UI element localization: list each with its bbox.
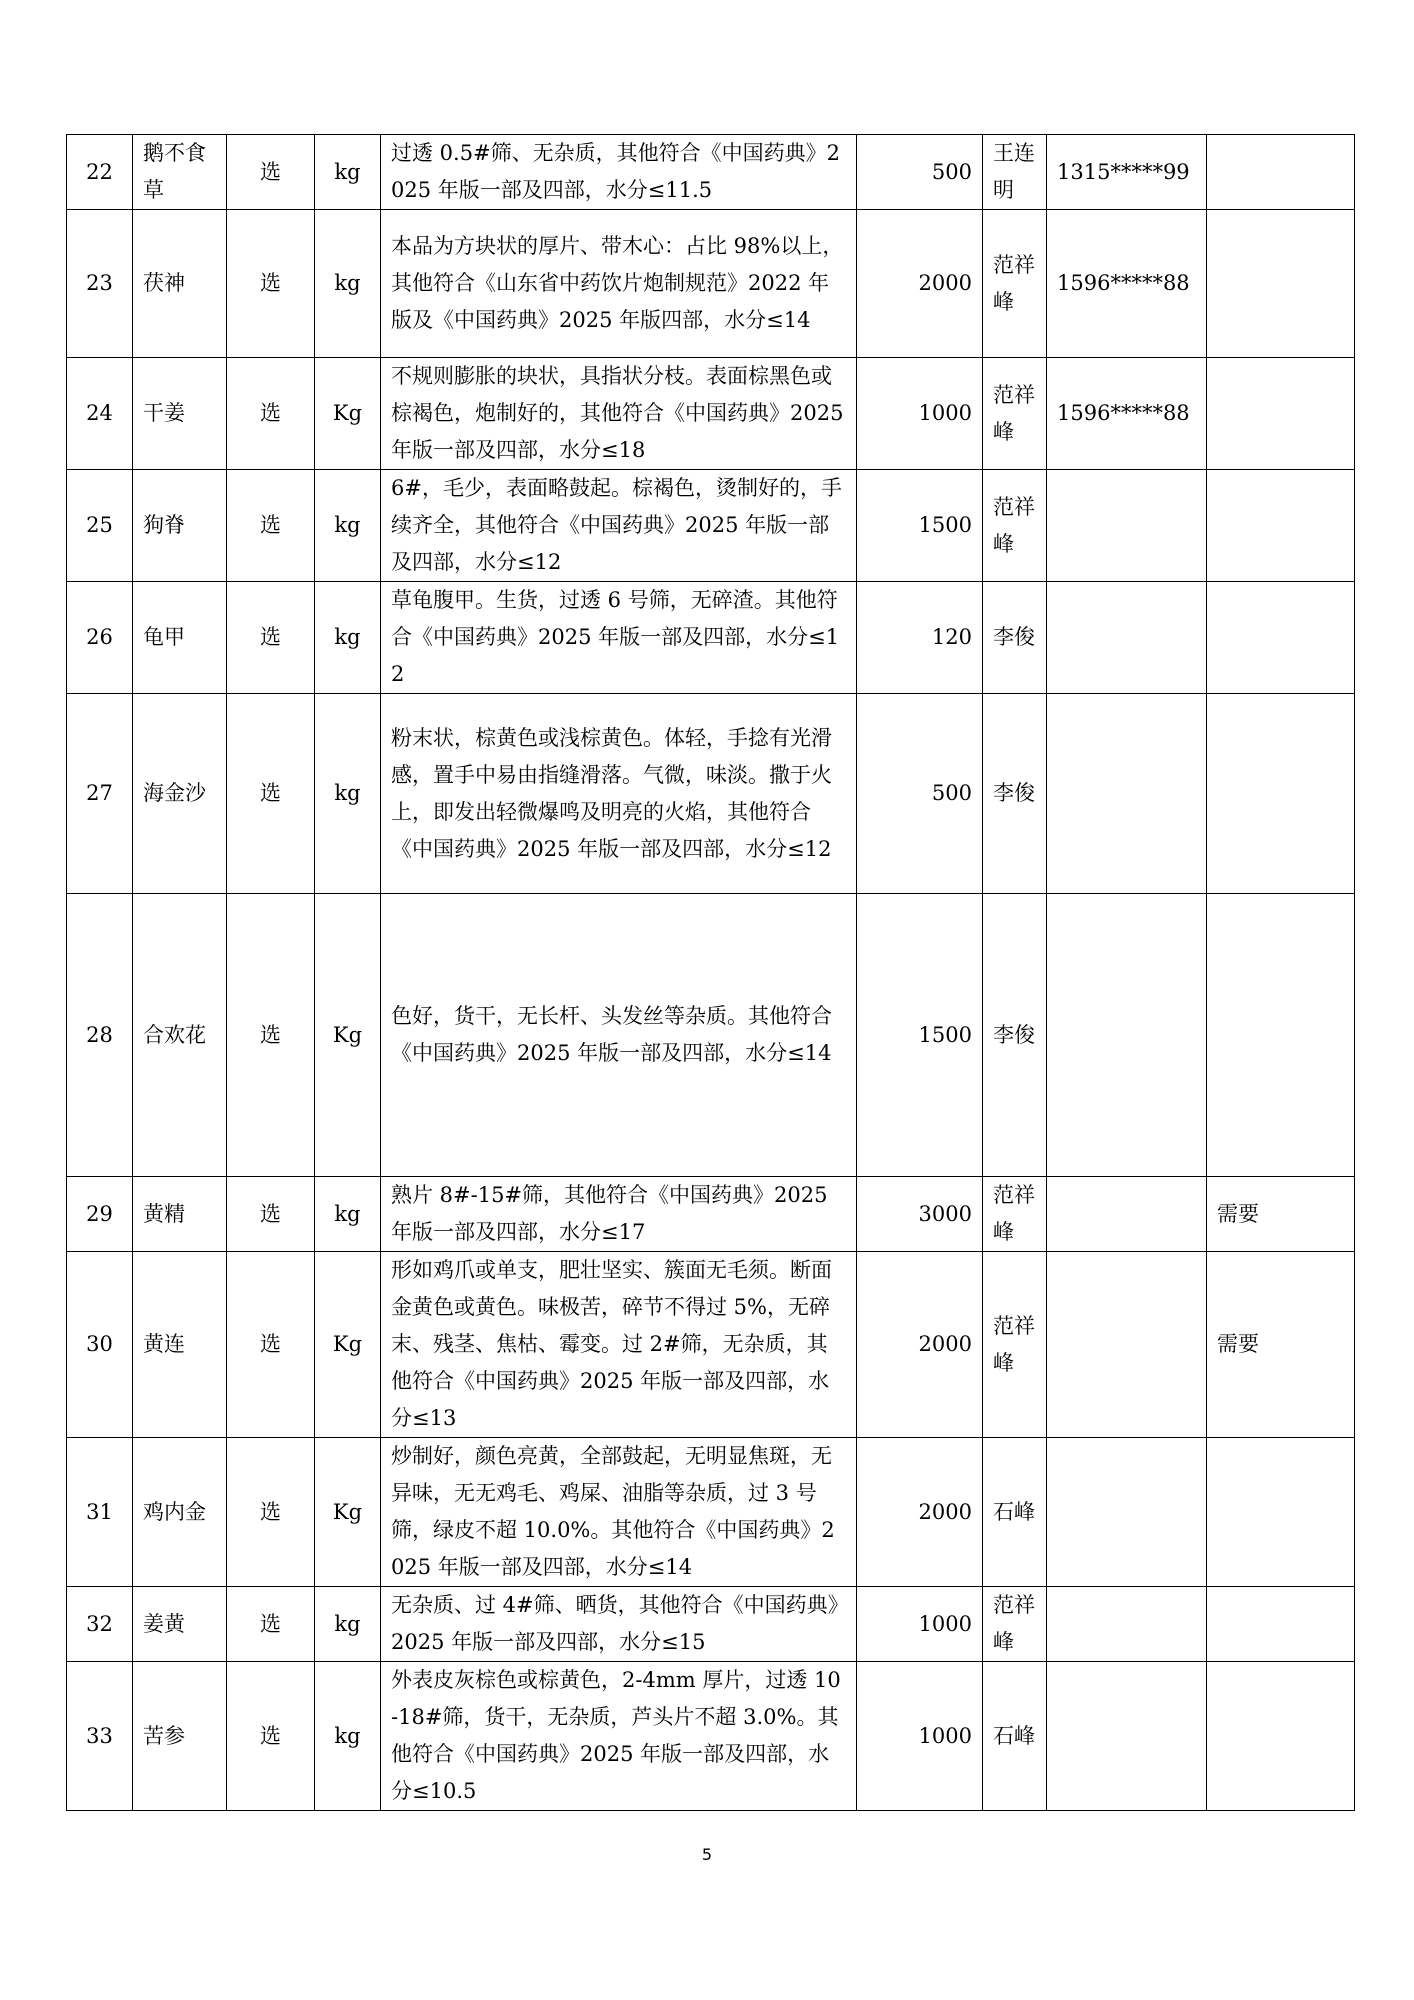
unit-text: kg: [334, 1723, 361, 1748]
select-mark-cell: [227, 1438, 315, 1587]
quantity-cell: [857, 1587, 983, 1662]
select-mark-text: 选: [260, 1022, 281, 1047]
contact-text: 范祥峰: [993, 494, 1035, 556]
phone-cell: [1047, 1252, 1207, 1438]
unit-cell: [315, 1662, 381, 1811]
select-mark-cell: [227, 1252, 315, 1438]
row-number-cell: [67, 470, 133, 582]
phone-cell: [1047, 1587, 1207, 1662]
select-mark-cell: [227, 894, 315, 1177]
page-number: 5: [701, 1845, 713, 1864]
note-cell: [1207, 694, 1355, 894]
row-number-text: 31: [86, 1499, 113, 1524]
unit-cell: [315, 694, 381, 894]
unit-cell: [315, 358, 381, 470]
table-row: [67, 358, 1355, 470]
herb-name-cell: [133, 1177, 227, 1252]
note-cell: [1207, 1252, 1355, 1438]
quantity-cell: [857, 582, 983, 694]
contact-text: 范祥峰: [993, 1183, 1035, 1244]
phone-cell: [1047, 582, 1207, 694]
unit-cell: [315, 470, 381, 582]
quantity-text: 1500: [918, 1022, 972, 1047]
spec-text: 熟片 8#-15#筛，其他符合《中国药典》2025 年版一部及四部，水分≤17: [391, 1183, 828, 1244]
note-cell: [1207, 1438, 1355, 1587]
select-mark-text: 选: [260, 513, 281, 537]
contact-text: 范祥峰: [993, 382, 1035, 444]
select-mark-text: 选: [260, 159, 281, 184]
spec-cell: [381, 210, 857, 358]
row-number-text: 33: [86, 1723, 113, 1748]
herb-name-text: 合欢花: [143, 1022, 206, 1047]
quantity-text: 1000: [918, 401, 972, 425]
select-mark-text: 选: [260, 781, 281, 805]
row-number-text: 25: [86, 513, 113, 537]
phone-cell: [1047, 1438, 1207, 1587]
contact-cell: [983, 135, 1047, 210]
table-body: [67, 135, 1355, 1811]
contact-text: 石峰: [993, 1723, 1035, 1748]
spec-cell: [381, 1177, 857, 1252]
unit-text: Kg: [332, 401, 363, 425]
herb-name-text: 鸡内金: [143, 1499, 206, 1524]
phone-cell: [1047, 210, 1207, 358]
table-row: [67, 1177, 1355, 1252]
select-mark-text: 选: [260, 1499, 281, 1524]
phone-text: 1315*****99: [1057, 159, 1190, 184]
note-cell: [1207, 1587, 1355, 1662]
quantity-cell: [857, 358, 983, 470]
spec-text: 炒制好，颜色亮黄，全部鼓起，无明显焦斑，无异味，无无鸡毛、鸡屎、油脂等杂质，过 3 号筛，绿皮不超 10.0%。其他符合《中国药典》2025 年版一部及四部，水分≤14: [391, 1444, 835, 1579]
table-row: [67, 1438, 1355, 1587]
unit-text: kg: [334, 781, 361, 805]
select-mark-text: 选: [260, 1332, 281, 1356]
contact-cell: [983, 1252, 1047, 1438]
herb-name-text: 狗脊: [143, 513, 185, 537]
spec-cell: [381, 1438, 857, 1587]
unit-text: Kg: [332, 1499, 363, 1524]
quantity-cell: [857, 1662, 983, 1811]
spec-cell: [381, 358, 857, 470]
quantity-cell: [857, 1252, 983, 1438]
row-number-cell: [67, 1662, 133, 1811]
select-mark-cell: [227, 358, 315, 470]
select-mark-cell: [227, 210, 315, 358]
contact-cell: [983, 894, 1047, 1177]
quantity-text: 3000: [918, 1201, 972, 1226]
select-mark-cell: [227, 135, 315, 210]
spec-text: 粉末状，棕黄色或浅棕黄色。体轻，手捻有光滑感，置手中易由指缝滑落。气微，味淡。撒于火上，即发出轻微爆鸣及明亮的火焰，其他符合《中国药典》2025 年版一部及四部，水分≤12: [391, 725, 832, 861]
row-number-cell: [67, 694, 133, 894]
note-cell: [1207, 470, 1355, 582]
quantity-text: 500: [931, 159, 972, 184]
note-cell: [1207, 1662, 1355, 1811]
row-number-text: 29: [86, 1201, 113, 1226]
row-number-cell: [67, 1587, 133, 1662]
procurement-table: [66, 134, 1355, 1811]
row-number-text: 32: [86, 1611, 113, 1636]
spec-text: 无杂质、过 4#筛、晒货，其他符合《中国药典》2025 年版一部及四部，水分≤15: [391, 1593, 839, 1654]
unit-text: kg: [334, 159, 361, 184]
phone-cell: [1047, 470, 1207, 582]
spec-cell: [381, 470, 857, 582]
row-number-cell: [67, 358, 133, 470]
herb-name-text: 苦参: [143, 1723, 185, 1748]
note-cell: [1207, 582, 1355, 694]
herb-name-cell: [133, 1662, 227, 1811]
phone-cell: [1047, 1177, 1207, 1252]
contact-cell: [983, 358, 1047, 470]
quantity-cell: [857, 135, 983, 210]
quantity-text: 1000: [918, 1723, 972, 1748]
unit-cell: [315, 582, 381, 694]
row-number-text: 30: [86, 1332, 113, 1356]
quantity-text: 1000: [918, 1611, 972, 1636]
unit-text: kg: [334, 513, 361, 537]
quantity-cell: [857, 894, 983, 1177]
phone-cell: [1047, 135, 1207, 210]
phone-cell: [1047, 358, 1207, 470]
quantity-text: 2000: [918, 1332, 972, 1356]
quantity-cell: [857, 470, 983, 582]
select-mark-text: 选: [260, 1723, 281, 1748]
contact-cell: [983, 582, 1047, 694]
row-number-text: 28: [86, 1022, 113, 1047]
spec-cell: [381, 135, 857, 210]
phone-cell: [1047, 1662, 1207, 1811]
spec-text: 过透 0.5#筛、无杂质，其他符合《中国药典》2025 年版一部及四部，水分≤11.5: [391, 141, 841, 202]
row-number-cell: [67, 135, 133, 210]
contact-cell: [983, 1662, 1047, 1811]
spec-cell: [381, 1252, 857, 1438]
spec-text: 草龟腹甲。生货，过透 6 号筛，无碎渣。其他符合《中国药典》2025 年版一部及四部，水分≤12: [391, 588, 840, 686]
contact-text: 李俊: [993, 625, 1035, 649]
contact-text: 范祥峰: [993, 1593, 1035, 1654]
note-text: 需要: [1217, 1201, 1259, 1226]
quantity-cell: [857, 1438, 983, 1587]
spec-cell: [381, 1662, 857, 1811]
table-row: [67, 1662, 1355, 1811]
contact-cell: [983, 1177, 1047, 1252]
row-number-text: 27: [86, 781, 113, 805]
row-number-text: 26: [86, 625, 113, 649]
quantity-cell: [857, 694, 983, 894]
contact-cell: [983, 210, 1047, 358]
herb-name-text: 茯神: [143, 271, 185, 295]
spec-cell: [381, 1587, 857, 1662]
select-mark-text: 选: [260, 1201, 281, 1226]
table-row: [67, 894, 1355, 1177]
unit-text: kg: [334, 625, 361, 649]
herb-name-text: 龟甲: [143, 625, 185, 649]
table-row: [67, 1252, 1355, 1438]
contact-text: 李俊: [993, 1022, 1035, 1047]
select-mark-cell: [227, 1587, 315, 1662]
herb-name-text: 黄精: [143, 1201, 185, 1226]
quantity-text: 120: [931, 625, 972, 649]
row-number-cell: [67, 1438, 133, 1587]
unit-cell: [315, 1177, 381, 1252]
row-number-text: 24: [86, 401, 113, 425]
row-number-cell: [67, 1177, 133, 1252]
select-mark-text: 选: [260, 625, 281, 649]
select-mark-cell: [227, 582, 315, 694]
quantity-cell: [857, 210, 983, 358]
unit-cell: [315, 894, 381, 1177]
select-mark-cell: [227, 694, 315, 894]
spec-text: 外表皮灰棕色或棕黄色，2-4mm 厚片，过透 10-18#筛，货干，无杂质，芦头片不超 3.0%。其他符合《中国药典》2025 年版一部及四部，水分≤10.5: [391, 1668, 841, 1803]
contact-text: 王连明: [993, 141, 1035, 202]
select-mark-cell: [227, 1662, 315, 1811]
row-number-cell: [67, 894, 133, 1177]
contact-cell: [983, 470, 1047, 582]
herb-name-cell: [133, 694, 227, 894]
table-row: [67, 582, 1355, 694]
phone-text: 1596*****88: [1057, 401, 1190, 425]
herb-name-cell: [133, 1438, 227, 1587]
table-row: [67, 1587, 1355, 1662]
phone-text: 1596*****88: [1057, 271, 1190, 295]
note-text: 需要: [1217, 1332, 1259, 1356]
herb-name-text: 海金沙: [143, 781, 206, 805]
herb-name-text: 姜黄: [143, 1611, 185, 1636]
herb-name-cell: [133, 1587, 227, 1662]
contact-text: 石峰: [993, 1499, 1035, 1524]
table-row: [67, 470, 1355, 582]
unit-text: kg: [334, 271, 361, 295]
herb-name-cell: [133, 470, 227, 582]
row-number-cell: [67, 582, 133, 694]
note-cell: [1207, 358, 1355, 470]
select-mark-text: 选: [260, 401, 281, 425]
spec-cell: [381, 894, 857, 1177]
herb-name-cell: [133, 894, 227, 1177]
unit-text: Kg: [332, 1022, 363, 1047]
contact-cell: [983, 694, 1047, 894]
table-row: [67, 694, 1355, 894]
spec-text: 本品为方块状的厚片、带木心：占比 98%以上，其他符合《山东省中药饮片炮制规范》2022 年版及《中国药典》2025 年版四部，水分≤14: [391, 234, 844, 332]
select-mark-text: 选: [260, 1611, 281, 1636]
contact-cell: [983, 1438, 1047, 1587]
table-row: [67, 210, 1355, 358]
quantity-text: 500: [931, 781, 972, 805]
contact-text: 李俊: [993, 781, 1035, 805]
herb-name-text: 黄连: [143, 1332, 185, 1356]
row-number-cell: [67, 210, 133, 358]
phone-cell: [1047, 894, 1207, 1177]
unit-cell: [315, 1587, 381, 1662]
contact-text: 范祥峰: [993, 1313, 1035, 1375]
unit-text: kg: [334, 1611, 361, 1636]
note-cell: [1207, 135, 1355, 210]
herb-name-text: 干姜: [143, 401, 185, 425]
spec-cell: [381, 694, 857, 894]
contact-cell: [983, 1587, 1047, 1662]
unit-cell: [315, 1438, 381, 1587]
note-cell: [1207, 894, 1355, 1177]
row-number-text: 23: [86, 271, 113, 295]
select-mark-text: 选: [260, 271, 281, 295]
herb-name-cell: [133, 210, 227, 358]
row-number-cell: [67, 1252, 133, 1438]
herb-name-cell: [133, 1252, 227, 1438]
quantity-text: 2000: [918, 271, 972, 295]
unit-text: kg: [334, 1201, 361, 1226]
unit-cell: [315, 135, 381, 210]
spec-text: 不规则膨胀的块状，具指状分枝。表面棕黑色或棕褐色，炮制好的，其他符合《中国药典》2025 年版一部及四部，水分≤18: [391, 364, 844, 462]
herb-name-text: 鹅不食草: [143, 141, 206, 202]
quantity-cell: [857, 1177, 983, 1252]
herb-name-cell: [133, 582, 227, 694]
contact-text: 范祥峰: [993, 252, 1035, 314]
spec-text: 形如鸡爪或单支，肥壮坚实、簇面无毛须。断面金黄色或黄色。味极苦，碎节不得过 5%，无碎末、残茎、焦枯、霉变。过 2#筛，无杂质，其他符合《中国药典》2025 年版一部及四部，水分≤13: [391, 1258, 832, 1430]
unit-cell: [315, 210, 381, 358]
spec-text: 6#，毛少，表面略鼓起。棕褐色，烫制好的，手续齐全，其他符合《中国药典》2025 年版一部及四部，水分≤12: [391, 476, 842, 574]
note-cell: [1207, 210, 1355, 358]
unit-text: Kg: [332, 1332, 363, 1356]
herb-name-cell: [133, 135, 227, 210]
quantity-text: 1500: [918, 513, 972, 537]
phone-cell: [1047, 694, 1207, 894]
select-mark-cell: [227, 470, 315, 582]
table-row: [67, 135, 1355, 210]
spec-cell: [381, 582, 857, 694]
select-mark-cell: [227, 1177, 315, 1252]
note-cell: [1207, 1177, 1355, 1252]
herb-name-cell: [133, 358, 227, 470]
unit-cell: [315, 1252, 381, 1438]
row-number-text: 22: [86, 159, 113, 184]
quantity-text: 2000: [918, 1499, 972, 1524]
spec-text: 色好，货干，无长杆、头发丝等杂质。其他符合《中国药典》2025 年版一部及四部，水分≤14: [391, 1004, 832, 1065]
